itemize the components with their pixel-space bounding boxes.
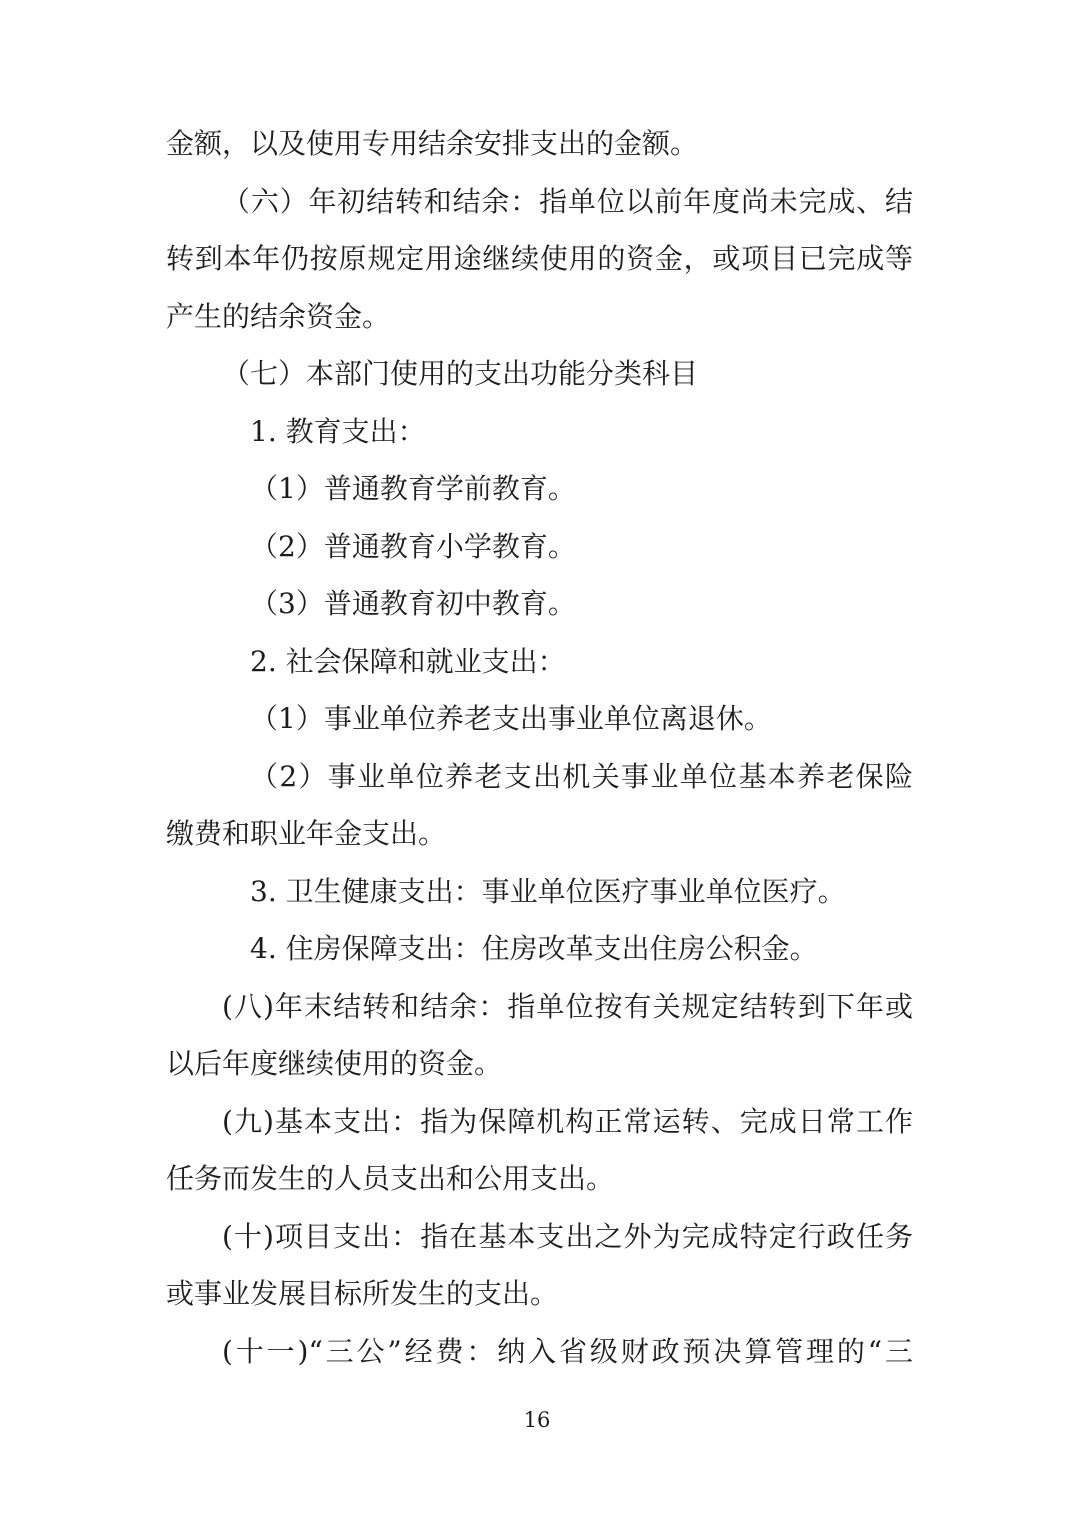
paragraph: [166, 403, 913, 461]
text-line: 缴费和职业年金支出。: [166, 817, 447, 850]
text-line: 2. 社会保障和就业支出：: [250, 644, 566, 678]
paragraph: [166, 633, 913, 691]
text-line: （1）事业单位养老支出事业单位离退休。: [250, 702, 772, 735]
paragraph: [166, 518, 913, 576]
paragraph: [166, 978, 913, 1093]
paragraph: [166, 345, 913, 403]
text-line: (十一)“三公”经费：纳入省级财政预决算管理的“三: [222, 1334, 913, 1368]
text-line: （六）年初结转和结余：指单位以前年度尚未完成、结: [222, 184, 913, 218]
text-line: 3. 卫生健康支出：事业单位医疗事业单位医疗。: [250, 874, 846, 908]
paragraph: [166, 1323, 913, 1381]
text-line: （七）本部门使用的支出功能分类科目: [222, 357, 699, 390]
paragraph: [166, 115, 913, 173]
paragraph: [166, 1093, 913, 1208]
text-line: 1. 教育支出：: [250, 414, 426, 448]
paragraph: [166, 173, 913, 346]
paragraph: [166, 920, 913, 978]
text-line: (八)年末结转和结余：指单位按有关规定结转到下年或: [222, 989, 913, 1023]
paragraph: [166, 575, 913, 633]
paragraph: [166, 460, 913, 518]
text-line: （1）普通教育学前教育。: [250, 472, 576, 505]
text-line: 以后年度继续使用的资金。: [166, 1047, 503, 1080]
text-line: 转到本年仍按原规定用途继续使用的资金，或项目已完成等: [166, 242, 913, 275]
text-line: (九)基本支出：指为保障机构正常运转、完成日常工作: [222, 1104, 913, 1138]
text-line: （3）普通教育初中教育。: [250, 587, 576, 620]
paragraph: [166, 863, 913, 921]
text-line: (十)项目支出：指在基本支出之外为完成特定行政任务: [222, 1219, 913, 1253]
text-line: （2）普通教育小学教育。: [250, 529, 576, 563]
document-body: [166, 0, 913, 1380]
paragraph: [166, 748, 913, 863]
text-line: （2）事业单位养老支出机关事业单位基本养老保险: [250, 759, 913, 793]
text-line: 任务而发生的人员支出和公用支出。: [166, 1162, 615, 1195]
paragraph: [166, 690, 913, 748]
text-line: 金额，以及使用专用结余安排支出的金额。: [166, 127, 699, 160]
text-line: 或事业发展目标所发生的支出。: [166, 1277, 559, 1310]
text-line: 4. 住房保障支出：住房改革支出住房公积金。: [250, 932, 818, 965]
page-number: 16: [523, 1408, 551, 1432]
text-line: 产生的结余资金。: [166, 299, 391, 333]
paragraph: [166, 1208, 913, 1323]
